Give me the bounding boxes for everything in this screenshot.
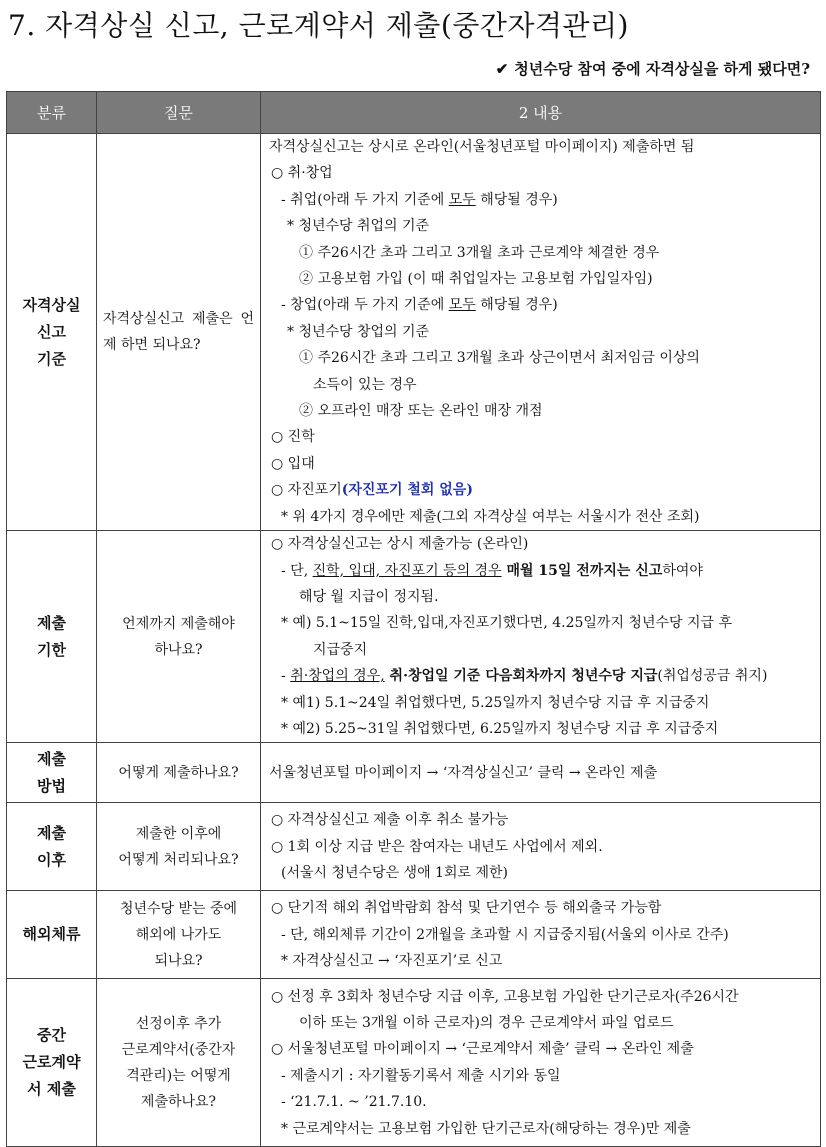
- content-line: ○ 진학: [271, 429, 315, 446]
- content-line: ○ 1회 이상 지급 받은 참여자는 내년도 사업에서 제외.: [271, 838, 603, 855]
- content-line: * 예) 5.1~15일 진학,입대,자진포기했다면, 4.25일까지 청년수당 지급 후: [281, 615, 732, 632]
- content-line: ② 고용보험 가입 (이 때 취업일자는 고용보험 가입일자임): [299, 271, 653, 288]
- table-row: [7, 979, 821, 1147]
- content-line: * 위 4가지 경우에만 제출(그외 자격상실 여부는 서울시가 전산 조회): [281, 508, 700, 525]
- question-cell: 어떻게 제출하나요?: [97, 743, 261, 803]
- question-cell: [97, 891, 261, 979]
- content-line: ○ 자진포기(자진포기 철회 없음): [271, 482, 473, 499]
- question-line: 제출하나요?: [140, 1093, 217, 1110]
- table-row: [7, 891, 821, 979]
- category-line: 제출: [37, 749, 66, 768]
- content-line: - 취업(아래 두 가지 기준에 모두 해당될 경우): [281, 191, 558, 208]
- table-row: [7, 134, 821, 531]
- table-row: [7, 531, 821, 743]
- category-line: 제출: [37, 613, 66, 632]
- content-line: * 근로계약서는 고용보험 가입한 단기근로자(해당하는 경우)만 제출: [281, 1120, 691, 1137]
- table-row: [7, 743, 821, 803]
- content-line: - ‘21.7.1. ~ ’21.7.10.: [281, 1094, 427, 1111]
- content-line: ○ 서울청년포털 마이페이지 → ‘근로계약서 제출’ 클릭 → 온라인 제출: [271, 1041, 694, 1058]
- question-line: 되나요?: [154, 952, 203, 969]
- content-line: ○ 자격상실신고 제출 이후 취소 불가능: [271, 812, 509, 829]
- table-row: [7, 803, 821, 891]
- content-line: ① 주26시간 초과 그리고 3개월 초과 근로계약 체결한 경우: [299, 244, 660, 261]
- question-line: 선정이후 추가: [135, 1015, 222, 1032]
- content-line: ② 오프라인 매장 또는 온라인 매장 개점: [299, 403, 543, 420]
- content-line: - 단, 해외체류 기간이 2개월을 초과할 시 지급중지됨(서울외 이사로 간주): [281, 926, 729, 943]
- content-line: ○ 입대: [271, 455, 315, 472]
- content-line: - 취·창업의 경우, 취·창업일 기준 다음회차까지 청년수당 지급(취업성공금 취지): [281, 668, 768, 685]
- content-cell: [261, 979, 821, 1147]
- category-line: 자격상실: [22, 295, 81, 314]
- category-line: 기한: [37, 640, 66, 659]
- question-line: 해외에 나가도: [135, 926, 222, 943]
- content-line: * 청년수당 창업의 기준: [287, 323, 430, 340]
- content-line: * 자격상실신고 → ‘자진포기’로 신고: [281, 953, 503, 970]
- content-line: 지급중지: [313, 641, 368, 658]
- content-cell: [261, 891, 821, 979]
- category-cell: [7, 891, 97, 979]
- category-line: 신고: [37, 322, 66, 341]
- category-cell: [7, 743, 97, 803]
- category-line: 해외체류: [22, 925, 81, 944]
- header-content: 2 내용: [261, 92, 821, 134]
- content-cell: [261, 134, 821, 531]
- category-line: 중간: [37, 1026, 66, 1045]
- content-line: - 제출시기 : 자기활동기록서 제출 시기와 동일: [281, 1067, 561, 1084]
- question-cell: 자격상실신고 제출은 언제 하면 되나요?: [97, 134, 261, 531]
- question-cell: [97, 979, 261, 1147]
- section-subtitle: [496, 58, 810, 79]
- content-line: * 예1) 5.1~24일 취업했다면, 5.25일까지 청년수당 지급 후 지급중지: [281, 694, 710, 711]
- checkmark-icon: ✔: [495, 60, 509, 78]
- content-line: ① 주26시간 초과 그리고 3개월 초과 상근이면서 최저임금 이상의: [299, 350, 700, 367]
- table-header-row: [7, 92, 821, 134]
- question-cell: [97, 531, 261, 743]
- header-question: 질문: [97, 92, 261, 134]
- content-line: * 청년수당 취업의 기준: [287, 218, 430, 235]
- category-cell: [7, 134, 97, 531]
- content-line: ○ 단기적 해외 취업박람회 참석 및 단기연수 등 해외출국 가능함: [271, 900, 662, 917]
- category-cell: [7, 531, 97, 743]
- content-cell: [261, 531, 821, 743]
- category-line: 근로계약: [22, 1053, 81, 1072]
- content-cell: [261, 743, 821, 803]
- header-category: 분류: [7, 92, 97, 134]
- content-line: ○ 취·창업: [271, 165, 333, 182]
- category-line: 이후: [37, 850, 66, 869]
- question-line: 격관리)는 어떻게: [126, 1067, 231, 1084]
- subtitle-text: 청년수당 참여 중에 자격상실을 하게 됐다면?: [514, 60, 810, 78]
- question-line: 언제까지 제출해야: [122, 615, 235, 632]
- question-line: 제출한 이후에: [135, 825, 222, 842]
- question-line: 어떻게 처리되나요?: [118, 851, 239, 868]
- question-line: 하나요?: [154, 641, 203, 658]
- content-line: ○ 선정 후 3회차 청년수당 지급 이후, 고용보험 가입한 단기근로자(주26시간: [271, 988, 739, 1005]
- content-line: 자격상실신고는 상시로 온라인(서울청년포털 마이페이지) 제출하면 됨: [269, 139, 695, 155]
- content-line: 이하 또는 3개월 이하 근로자)의 경우 근로계약서 파일 업로드: [299, 1015, 674, 1032]
- content-line: 소득이 있는 경우: [313, 376, 417, 393]
- content-line: 서울청년포털 마이페이지 → ‘자격상실신고’ 클릭 → 온라인 제출: [269, 764, 658, 781]
- content-line: ○ 자격상실신고는 상시 제출가능 (온라인): [271, 536, 529, 553]
- content-cell: [261, 803, 821, 891]
- category-line: 기준: [37, 349, 66, 368]
- category-line: 제출: [37, 823, 66, 842]
- content-line: - 단, 진학, 입대, 자진포기 등의 경우 매월 15일 전까지는 신고하여야: [281, 562, 703, 579]
- page-title: 7. 자격상실 신고, 근로계약서 제출(중간자격관리): [8, 9, 629, 42]
- content-line: 해당 월 지급이 정지됨.: [299, 588, 439, 605]
- content-line: (서울시 청년수당은 생애 1회로 제한): [281, 865, 508, 882]
- qa-table: [6, 91, 821, 1147]
- category-line: 방법: [37, 776, 66, 795]
- category-cell: [7, 803, 97, 891]
- content-line: * 예2) 5.25~31일 취업했다면, 6.25일까지 청년수당 지급 후 지급중지: [281, 720, 719, 737]
- question-cell: [97, 803, 261, 891]
- content-line: - 창업(아래 두 가지 기준에 모두 해당될 경우): [281, 297, 558, 314]
- category-cell: [7, 979, 97, 1147]
- category-line: 서 제출: [27, 1080, 76, 1099]
- question-line: 근로계약서(중간자: [121, 1041, 236, 1058]
- question-line: 청년수당 받는 중에: [119, 900, 238, 917]
